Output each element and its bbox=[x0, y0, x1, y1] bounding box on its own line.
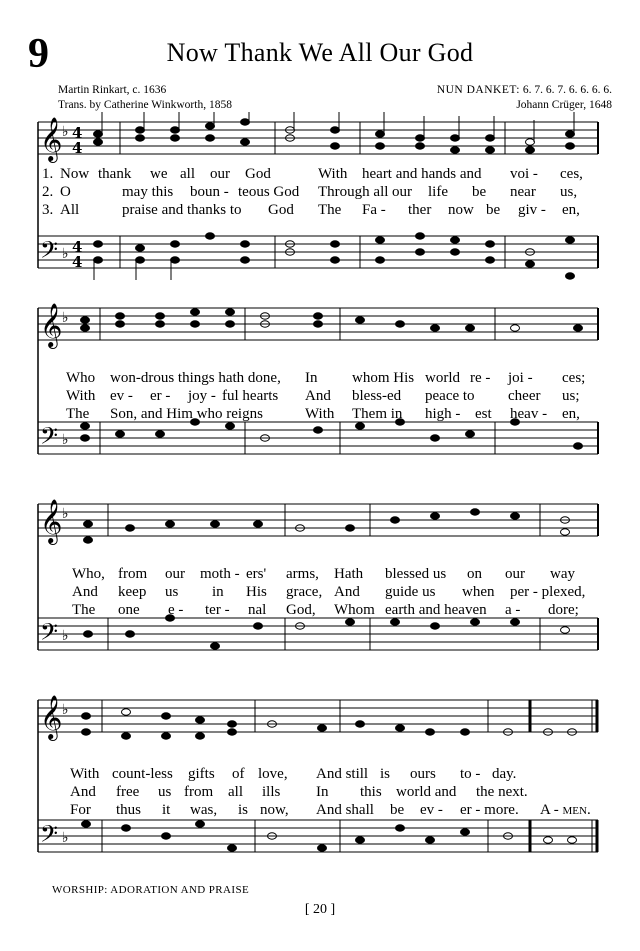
svg-text:𝄞: 𝄞 bbox=[40, 303, 63, 347]
lyric-syllable: in bbox=[212, 584, 224, 600]
lyric-syllable: from bbox=[118, 566, 148, 582]
lyric-syllable: And shall bbox=[316, 802, 374, 818]
lyric-syllable: ev - bbox=[420, 802, 443, 818]
verse-1-line-4 bbox=[0, 766, 640, 784]
lyric-syllable: er - more. bbox=[460, 802, 519, 818]
lyric-syllable: God bbox=[245, 166, 271, 182]
lyric-syllable: guide us bbox=[385, 584, 436, 600]
svg-text:♭: ♭ bbox=[62, 506, 69, 522]
lyric-syllable: All bbox=[60, 202, 80, 218]
verse-2-line-2 bbox=[0, 388, 640, 406]
lyric-syllable: this bbox=[360, 784, 382, 800]
lyric-syllable: count-less bbox=[112, 766, 173, 782]
lyric-syllable: on bbox=[467, 566, 482, 582]
lyric-syllable: be bbox=[472, 184, 487, 200]
svg-text:𝄢: 𝄢 bbox=[40, 618, 59, 651]
amen-text: A - men. bbox=[540, 802, 591, 818]
verse-number: 3. bbox=[42, 202, 54, 218]
svg-text:♭: ♭ bbox=[62, 124, 69, 140]
lyric-syllable: With bbox=[70, 766, 100, 782]
lyric-syllable: was, bbox=[190, 802, 218, 818]
lyric-syllable: life bbox=[428, 184, 448, 200]
page-number: [ 20 ] bbox=[304, 902, 336, 917]
lyric-syllable: giv - bbox=[518, 202, 546, 218]
lyric-syllable: moth - bbox=[200, 566, 240, 582]
lyric-syllable: Fa - bbox=[362, 202, 386, 218]
lyric-syllable: from bbox=[184, 784, 214, 800]
lyric-syllable: Son, and Him who reigns bbox=[110, 406, 263, 422]
system-4 bbox=[0, 690, 640, 880]
lyric-syllable: keep bbox=[118, 584, 147, 600]
lyric-syllable: In bbox=[305, 370, 318, 386]
lyric-syllable: now bbox=[448, 202, 474, 218]
lyric-syllable: With bbox=[318, 166, 348, 182]
lyric-syllable: ter - bbox=[205, 602, 230, 618]
verse-2-line-3 bbox=[0, 584, 640, 602]
lyric-syllable: it bbox=[162, 802, 171, 818]
lyric-syllable: near bbox=[510, 184, 536, 200]
lyric-syllable: The bbox=[318, 202, 342, 218]
lyric-syllable: world bbox=[425, 370, 460, 386]
lyric-syllable: won-drous things hath done, bbox=[110, 370, 281, 386]
lyric-syllable: With bbox=[305, 406, 335, 422]
svg-text:𝄢: 𝄢 bbox=[40, 820, 59, 853]
lyric-syllable: love, bbox=[258, 766, 288, 782]
lyric-syllable: way bbox=[550, 566, 575, 582]
tune-name: NUN DANKET: bbox=[436, 84, 520, 96]
lyric-syllable: our bbox=[392, 184, 412, 200]
lyric-syllable: our bbox=[165, 566, 185, 582]
lyric-syllable: God bbox=[268, 202, 294, 218]
svg-text:♭: ♭ bbox=[62, 310, 69, 326]
lyric-syllable: Through all bbox=[318, 184, 389, 200]
lyric-syllable: And bbox=[305, 388, 331, 404]
lyric-syllable: e - bbox=[168, 602, 184, 618]
lyric-syllable: voi - bbox=[510, 166, 538, 182]
lyric-syllable: His bbox=[246, 584, 267, 600]
lyric-syllable: us; bbox=[562, 388, 580, 404]
lyric-syllable: world and bbox=[396, 784, 457, 800]
svg-text:♭: ♭ bbox=[62, 246, 69, 262]
lyric-syllable: peace to bbox=[425, 388, 475, 404]
lyric-syllable: grace, bbox=[286, 584, 323, 600]
lyric-syllable: With bbox=[66, 388, 96, 404]
lyric-syllable: God, bbox=[286, 602, 316, 618]
lyric-syllable: joy - bbox=[188, 388, 216, 404]
lyric-syllable: arms, bbox=[286, 566, 319, 582]
lyric-syllable: our bbox=[505, 566, 525, 582]
tune-meter bbox=[437, 84, 612, 96]
lyric-syllable: blessed us bbox=[385, 566, 447, 582]
lyric-syllable: re - bbox=[470, 370, 491, 386]
verse-3-line-3 bbox=[0, 602, 640, 620]
lyric-syllable: Them in bbox=[352, 406, 403, 422]
lyric-syllable: est bbox=[475, 406, 492, 422]
lyric-syllable: And bbox=[70, 784, 96, 800]
lyric-syllable: Who, bbox=[72, 566, 105, 582]
lyric-syllable: ther bbox=[408, 202, 432, 218]
lyric-syllable: ev - bbox=[110, 388, 133, 404]
lyric-syllable: dore; bbox=[548, 602, 579, 618]
lyric-syllable: of bbox=[232, 766, 245, 782]
lyric-syllable: now, bbox=[260, 802, 289, 818]
verse-number: 2. bbox=[42, 184, 54, 200]
lyric-syllable: is bbox=[380, 766, 391, 782]
hymn-category: WORSHIP: ADORATION AND PRAISE bbox=[52, 884, 250, 896]
lyric-syllable: per - plexed, bbox=[510, 584, 586, 600]
lyric-syllable: earth and heaven bbox=[385, 602, 487, 618]
verse-number: 1. bbox=[42, 166, 54, 182]
verse-2-line-1 bbox=[0, 184, 640, 202]
lyric-syllable: ces; bbox=[562, 370, 586, 386]
meter: 6. 7. 6. 7. 6. 6. 6. 6. bbox=[522, 84, 612, 96]
lyric-syllable: a - bbox=[505, 602, 521, 618]
verse-1-line-3 bbox=[0, 566, 640, 584]
svg-text:𝄞: 𝄞 bbox=[40, 117, 63, 161]
verse-2-line-4 bbox=[0, 784, 640, 802]
verse-3-line-4 bbox=[0, 802, 640, 820]
verse-1-line-2 bbox=[0, 370, 640, 388]
svg-text:♭: ♭ bbox=[62, 628, 69, 644]
lyric-syllable: nal bbox=[248, 602, 267, 618]
lyric-syllable: day. bbox=[492, 766, 517, 782]
lyric-syllable: thank bbox=[98, 166, 132, 182]
lyric-syllable: teous God bbox=[238, 184, 300, 200]
system-3 bbox=[0, 494, 640, 674]
lyric-syllable: one bbox=[118, 602, 140, 618]
translator-credit: Trans. by Catherine Winkworth, 1858 bbox=[58, 99, 232, 111]
lyric-syllable: boun - bbox=[190, 184, 229, 200]
lyric-syllable: Whom bbox=[334, 602, 375, 618]
hymn-number: 9 bbox=[28, 31, 49, 77]
lyric-syllable: all bbox=[180, 166, 195, 182]
lyric-syllable: be bbox=[486, 202, 501, 218]
svg-text:♭: ♭ bbox=[62, 830, 69, 846]
author-credit: Martin Rinkart, c. 1636 bbox=[58, 84, 167, 96]
svg-text:𝄞: 𝄞 bbox=[40, 695, 63, 739]
lyric-syllable: is bbox=[238, 802, 249, 818]
lyric-syllable: to - bbox=[460, 766, 481, 782]
svg-text:𝄞: 𝄞 bbox=[40, 499, 63, 543]
hymn-title: Now Thank We All Our God bbox=[166, 38, 474, 67]
lyric-syllable: us bbox=[165, 584, 179, 600]
lyric-syllable: when bbox=[462, 584, 495, 600]
svg-text:4: 4 bbox=[72, 238, 83, 256]
lyric-syllable: The bbox=[66, 406, 90, 422]
lyric-syllable: heav - bbox=[510, 406, 548, 422]
lyric-syllable: en, bbox=[562, 406, 580, 422]
svg-text:𝄢: 𝄢 bbox=[40, 236, 59, 269]
lyric-syllable: ills bbox=[262, 784, 281, 800]
composer-credit: Johann Crüger, 1648 bbox=[516, 99, 612, 111]
lyric-syllable: praise and thanks to bbox=[122, 202, 242, 218]
svg-text:4: 4 bbox=[72, 139, 83, 157]
system-1 bbox=[0, 112, 640, 292]
lyric-syllable: ours bbox=[410, 766, 436, 782]
lyric-syllable: may this bbox=[122, 184, 174, 200]
verse-3-line-2 bbox=[0, 406, 640, 424]
lyric-syllable: free bbox=[116, 784, 140, 800]
system-2 bbox=[0, 298, 640, 478]
verse-1-line-1 bbox=[0, 166, 640, 184]
lyric-syllable: Now bbox=[60, 166, 90, 182]
lyric-syllable: Hath bbox=[334, 566, 364, 582]
verse-3-line-1 bbox=[0, 202, 640, 220]
svg-text:𝄢: 𝄢 bbox=[40, 422, 59, 455]
lyric-syllable: us, bbox=[560, 184, 578, 200]
lyric-syllable: all bbox=[228, 784, 243, 800]
lyric-syllable: we bbox=[150, 166, 168, 182]
lyric-syllable: en, bbox=[562, 202, 580, 218]
svg-text:4: 4 bbox=[72, 253, 83, 271]
lyric-syllable: high - bbox=[425, 406, 461, 422]
lyric-syllable: bless-ed bbox=[352, 388, 402, 404]
lyric-syllable: ers' bbox=[246, 566, 267, 582]
lyric-syllable: heart and hands and bbox=[362, 166, 482, 182]
lyric-syllable: And bbox=[334, 584, 360, 600]
lyric-syllable: ful hearts bbox=[222, 388, 279, 404]
lyric-syllable: For bbox=[70, 802, 91, 818]
lyric-syllable: O bbox=[60, 184, 71, 200]
svg-text:♭: ♭ bbox=[62, 702, 69, 718]
lyric-syllable: us bbox=[158, 784, 172, 800]
lyric-syllable: er - bbox=[150, 388, 171, 404]
lyric-syllable: joi - bbox=[508, 370, 533, 386]
lyric-syllable: In bbox=[316, 784, 329, 800]
svg-text:♭: ♭ bbox=[62, 432, 69, 448]
lyric-syllable: whom His bbox=[352, 370, 415, 386]
lyric-syllable: cheer bbox=[508, 388, 541, 404]
lyric-syllable: the next. bbox=[476, 784, 528, 800]
lyric-syllable: And bbox=[72, 584, 98, 600]
lyric-syllable: be bbox=[390, 802, 405, 818]
lyric-syllable: And still bbox=[316, 766, 369, 782]
lyric-syllable: The bbox=[72, 602, 96, 618]
lyric-syllable: thus bbox=[116, 802, 142, 818]
lyric-syllable: gifts bbox=[188, 766, 215, 782]
lyric-syllable: Who bbox=[66, 370, 96, 386]
lyric-syllable: our bbox=[210, 166, 230, 182]
svg-text:4: 4 bbox=[72, 124, 83, 142]
lyric-syllable: ces, bbox=[560, 166, 583, 182]
